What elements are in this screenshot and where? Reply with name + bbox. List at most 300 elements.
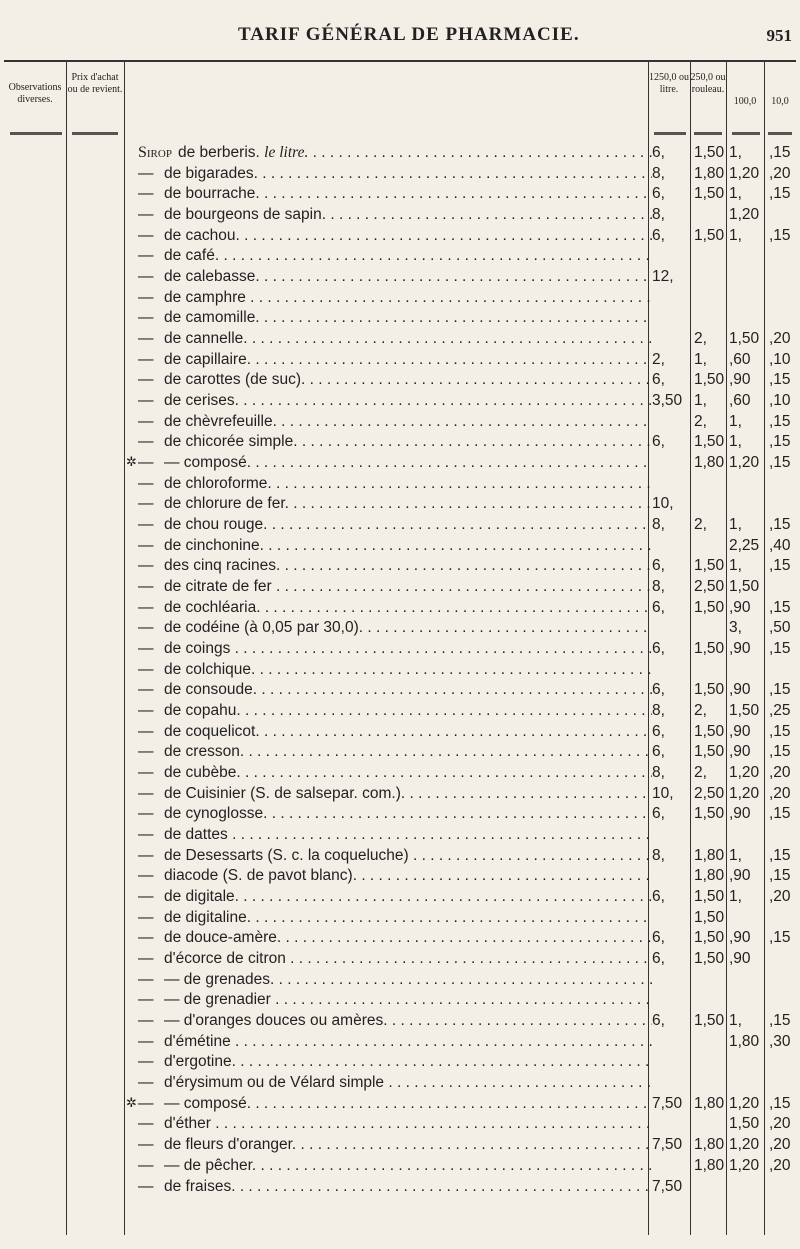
item-label: des cinq racines. xyxy=(164,557,281,575)
item-label: de Desessarts (S. c. la coqueluche) xyxy=(164,846,409,864)
price-v3: 1,50 xyxy=(729,702,760,720)
table-row xyxy=(4,1178,796,1198)
table-row xyxy=(4,971,796,991)
item-label: de camomille. xyxy=(164,309,260,327)
table-row xyxy=(4,599,796,619)
item-prefix: — xyxy=(138,392,154,410)
item-prefix: — xyxy=(138,1053,154,1071)
price-v3: 1,20 xyxy=(729,1136,760,1154)
table-row xyxy=(4,826,796,846)
price-v4: ,15 xyxy=(769,867,791,885)
table-row xyxy=(4,764,796,784)
header-rule xyxy=(732,132,760,135)
item-name xyxy=(138,702,652,720)
item-prefix: — xyxy=(138,412,154,430)
table-row xyxy=(4,702,796,722)
price-v4: ,30 xyxy=(769,1032,791,1050)
price-v1: 6, xyxy=(652,950,665,968)
item-prefix: — xyxy=(138,1012,154,1030)
price-v1: 8, xyxy=(652,702,665,720)
item-name xyxy=(138,1178,652,1196)
item-prefix: — xyxy=(138,846,154,864)
item-label: de camphre xyxy=(164,288,246,306)
price-v2: 1,50 xyxy=(694,1012,725,1030)
item-prefix: — xyxy=(138,743,154,761)
item-name xyxy=(138,1136,652,1154)
price-v3: ,90 xyxy=(729,929,751,947)
item-prefix: — xyxy=(138,206,154,223)
item-name xyxy=(138,206,652,224)
price-v2: 2,50 xyxy=(694,578,725,596)
item-name xyxy=(138,640,652,658)
item-label: de bourrache. xyxy=(164,185,260,203)
item-name xyxy=(138,227,652,245)
price-v2: 1,50 xyxy=(694,433,725,451)
price-v3: 1,20 xyxy=(729,764,760,782)
table-row xyxy=(4,1115,796,1135)
price-v1: 6, xyxy=(652,681,665,699)
price-v4: ,15 xyxy=(769,929,791,947)
header-prix: Prix d'achat ou de revient. xyxy=(67,72,123,95)
price-v4: ,10 xyxy=(769,392,791,410)
item-name xyxy=(138,785,652,803)
asterisk-icon: ✲ xyxy=(126,1094,137,1110)
item-name xyxy=(138,1157,652,1175)
item-label: diacode (S. de pavot blanc). xyxy=(164,867,358,885)
item-name xyxy=(138,557,652,575)
item-prefix: — xyxy=(138,619,154,637)
price-v4: ,15 xyxy=(769,1094,791,1112)
page-title: TARIF GÉNÉRAL DE PHARMACIE. xyxy=(238,24,580,45)
price-v3: 1,20 xyxy=(729,454,760,472)
price-v3: 1, xyxy=(729,846,742,864)
table-row xyxy=(4,867,796,887)
item-name xyxy=(138,433,652,451)
price-v4: ,15 xyxy=(769,516,791,534)
price-v2: 1,80 xyxy=(694,1094,725,1112)
item-name xyxy=(138,805,652,823)
item-prefix: — xyxy=(138,660,154,678)
item-prefix: — xyxy=(138,164,154,182)
item-prefix: — xyxy=(138,330,154,348)
item-label: de bourgeons de sapin. xyxy=(164,206,327,223)
item-prefix: — xyxy=(138,991,154,1009)
item-prefix: — xyxy=(138,950,154,968)
price-v1: 8, xyxy=(652,164,665,182)
header-rule xyxy=(72,132,118,135)
item-label: de chloroforme. xyxy=(164,474,272,492)
item-prefix: — xyxy=(138,268,154,286)
price-v2: 1, xyxy=(694,392,707,410)
price-v1: 6, xyxy=(652,722,665,740)
table-row xyxy=(4,557,796,577)
price-v3: 1, xyxy=(729,412,742,430)
table-row xyxy=(4,413,796,433)
item-label: de cinchonine. xyxy=(164,536,264,554)
item-prefix: — xyxy=(138,226,154,244)
item-name xyxy=(138,454,652,472)
price-v3: 1,20 xyxy=(729,1156,760,1174)
item-label: de carottes (de suc). xyxy=(164,371,306,389)
item-prefix: — xyxy=(138,371,154,389)
table-row xyxy=(4,1157,796,1177)
price-v4: ,20 xyxy=(769,1115,791,1133)
price-v4: ,20 xyxy=(769,330,791,348)
price-v4: ,20 xyxy=(769,164,791,182)
price-v2: 2, xyxy=(694,412,707,430)
table-row xyxy=(4,309,796,329)
item-prefix: — xyxy=(138,247,154,265)
price-v2: 1,50 xyxy=(694,226,725,244)
table-row xyxy=(4,929,796,949)
item-label: de douce-amère. xyxy=(164,929,282,947)
price-v1: 6, xyxy=(652,929,665,947)
table-row xyxy=(4,185,796,205)
price-v4: ,15 xyxy=(769,598,791,616)
price-v1: 6, xyxy=(652,598,665,616)
item-label: de chèvrefeuille. xyxy=(164,412,277,430)
item-prefix: — xyxy=(138,1094,154,1112)
price-v1: 7,50 xyxy=(652,1094,683,1112)
header-rule xyxy=(10,132,62,135)
price-v3: 1, xyxy=(729,433,742,451)
table-top-rule xyxy=(4,60,796,62)
header-rule xyxy=(654,132,686,135)
table-row xyxy=(4,206,796,226)
price-v3: 1, xyxy=(729,1012,742,1030)
price-v4: ,15 xyxy=(769,743,791,761)
price-v3: 1, xyxy=(729,144,742,161)
item-name xyxy=(138,413,652,431)
table-row xyxy=(4,847,796,867)
price-v3: ,90 xyxy=(729,805,751,823)
item-prefix: Sirop xyxy=(138,144,172,161)
item-label: de consoude. xyxy=(164,681,258,699)
price-v2: 1,80 xyxy=(694,867,725,885)
header-250: 250,0 ou rouleau. xyxy=(690,72,726,95)
item-name xyxy=(138,867,652,885)
item-name xyxy=(138,516,652,534)
item-label: de cresson. xyxy=(164,743,245,761)
item-prefix: — xyxy=(138,1177,154,1195)
item-name xyxy=(138,619,652,637)
price-v1: 10, xyxy=(652,495,674,513)
item-label: d'éther xyxy=(164,1115,211,1133)
price-v1: 8, xyxy=(652,846,665,864)
price-v4: ,15 xyxy=(769,722,791,740)
price-v4: ,20 xyxy=(769,784,791,802)
item-label: d'ergotine. xyxy=(164,1053,236,1071)
item-label: de capillaire. xyxy=(164,350,252,368)
price-v4: ,50 xyxy=(769,619,791,637)
price-v4: ,20 xyxy=(769,1156,791,1174)
price-v2: 1,50 xyxy=(694,598,725,616)
table-row xyxy=(4,1095,796,1115)
price-v2: 1,80 xyxy=(694,1156,725,1174)
price-v2: 1,50 xyxy=(694,722,725,740)
price-v3: 1,50 xyxy=(729,578,760,596)
item-name xyxy=(138,247,652,265)
price-v4: ,15 xyxy=(769,433,791,451)
price-v1: 6, xyxy=(652,805,665,823)
price-v2: 1,50 xyxy=(694,185,725,203)
table-row xyxy=(4,392,796,412)
table-row xyxy=(4,433,796,453)
price-v1: 8, xyxy=(652,206,665,223)
item-name xyxy=(138,929,652,947)
item-label: de citrate de fer xyxy=(164,578,272,596)
item-name xyxy=(138,475,652,493)
price-v2: 2, xyxy=(694,764,707,782)
table-row xyxy=(4,723,796,743)
header-10: 10,0 xyxy=(771,96,789,107)
item-label: de coings xyxy=(164,640,231,658)
price-v3: 1,20 xyxy=(729,164,760,182)
price-v3: ,90 xyxy=(729,722,751,740)
item-label: de digitale. xyxy=(164,888,239,906)
price-v1: 6, xyxy=(652,371,665,389)
price-v2: 1, xyxy=(694,350,707,368)
price-v3: 3, xyxy=(729,619,742,637)
price-v2: 1,50 xyxy=(694,805,725,823)
price-v4: ,15 xyxy=(769,557,791,575)
page-number: 951 xyxy=(766,26,792,45)
item-label: — de grenadier xyxy=(164,991,271,1009)
item-label: de cynoglosse. xyxy=(164,805,268,823)
price-v2: 2, xyxy=(694,702,707,720)
table-row xyxy=(4,991,796,1011)
table-row xyxy=(4,475,796,495)
item-label: de fleurs d'oranger. xyxy=(164,1136,297,1154)
table-row xyxy=(4,950,796,970)
header-rule xyxy=(768,132,792,135)
item-name xyxy=(138,723,652,741)
item-name xyxy=(138,1012,652,1030)
item-prefix: — xyxy=(138,454,154,472)
item-label: de copahu. xyxy=(164,702,241,720)
table-row xyxy=(4,909,796,929)
price-v2: 1,50 xyxy=(694,144,725,161)
price-v4: ,15 xyxy=(769,185,791,203)
price-v2: 1,50 xyxy=(694,950,725,968)
price-v1: 6, xyxy=(652,144,665,161)
table-row xyxy=(4,1053,796,1073)
item-prefix: — xyxy=(138,722,154,740)
price-v1: 8, xyxy=(652,764,665,782)
item-label: de cubèbe. xyxy=(164,764,241,782)
item-label: de dattes xyxy=(164,826,228,844)
price-v4: ,40 xyxy=(769,536,791,554)
item-prefix: — xyxy=(138,578,154,596)
item-name xyxy=(138,661,652,679)
price-v4: ,15 xyxy=(769,846,791,864)
item-name xyxy=(138,1115,652,1133)
item-name xyxy=(138,1033,652,1051)
item-label: de codéine (à 0,05 par 30,0). xyxy=(164,619,364,637)
item-label: de café. xyxy=(164,247,220,265)
item-label: — de grenades. xyxy=(164,970,275,988)
table-row xyxy=(4,1136,796,1156)
item-name xyxy=(138,537,652,555)
item-label: de fraises. xyxy=(164,1177,236,1195)
item-prefix: — xyxy=(138,929,154,947)
price-v3: 1, xyxy=(729,516,742,534)
table-row xyxy=(4,1012,796,1032)
price-v1: 6, xyxy=(652,557,665,575)
item-name xyxy=(138,268,652,286)
table-row xyxy=(4,661,796,681)
item-prefix: — xyxy=(138,1136,154,1154)
price-v2: 1,50 xyxy=(694,743,725,761)
item-label: — composé. xyxy=(164,1094,252,1112)
price-v3: ,90 xyxy=(729,598,751,616)
item-name xyxy=(138,330,652,348)
item-prefix: — xyxy=(138,640,154,658)
item-prefix: — xyxy=(138,888,154,906)
price-v3: 1,80 xyxy=(729,1032,760,1050)
price-v2: 1,50 xyxy=(694,908,725,926)
price-v3: 1, xyxy=(729,888,742,906)
item-name xyxy=(138,743,652,761)
asterisk-icon: ✲ xyxy=(126,454,137,470)
table-row xyxy=(4,1033,796,1053)
item-name xyxy=(138,144,652,162)
item-name xyxy=(138,1074,652,1092)
item-prefix: — xyxy=(138,350,154,368)
item-name xyxy=(138,599,652,617)
price-v1: 6, xyxy=(652,743,665,761)
table-row xyxy=(4,289,796,309)
price-v2: 1,80 xyxy=(694,1136,725,1154)
table-row xyxy=(4,247,796,267)
table-row xyxy=(4,619,796,639)
item-name xyxy=(138,991,652,1009)
item-label: de berberis. xyxy=(177,144,260,161)
item-label: de Cuisinier (S. de salsepar. com.). xyxy=(164,784,406,802)
price-v1: 6, xyxy=(652,888,665,906)
price-v4: ,20 xyxy=(769,764,791,782)
page-header xyxy=(0,22,800,52)
item-prefix: — xyxy=(138,288,154,306)
price-v3: 1, xyxy=(729,557,742,575)
price-v1: 3,50 xyxy=(652,392,683,410)
table-row xyxy=(4,681,796,701)
price-v4: ,15 xyxy=(769,371,791,389)
price-v3: ,60 xyxy=(729,392,751,410)
item-name xyxy=(138,185,652,203)
price-v2: 2, xyxy=(694,330,707,348)
price-v2: 2,50 xyxy=(694,784,725,802)
item-label: de bigarades. xyxy=(164,164,258,182)
header-100: 100,0 xyxy=(733,96,757,107)
item-label: — composé. xyxy=(164,454,252,472)
price-v3: ,90 xyxy=(729,681,751,699)
price-v1: 6, xyxy=(652,185,665,203)
price-v3: 1,20 xyxy=(729,784,760,802)
item-prefix: — xyxy=(138,867,154,885)
price-v2: 1,50 xyxy=(694,681,725,699)
price-v4: ,15 xyxy=(769,681,791,699)
item-label: — d'oranges douces ou amères. xyxy=(164,1012,388,1030)
price-v3: ,90 xyxy=(729,867,751,885)
price-v4: ,15 xyxy=(769,640,791,658)
item-prefix: — xyxy=(138,1115,154,1133)
item-prefix: — xyxy=(138,970,154,988)
item-name xyxy=(138,351,652,369)
item-prefix: — xyxy=(138,598,154,616)
item-prefix: — xyxy=(138,309,154,327)
price-v3: ,90 xyxy=(729,950,751,968)
item-name xyxy=(138,950,652,968)
price-v2: 1,50 xyxy=(694,888,725,906)
item-label: de digitaline. xyxy=(164,908,252,926)
table-row xyxy=(4,330,796,350)
item-name xyxy=(138,1095,652,1113)
price-v3: 1,50 xyxy=(729,330,760,348)
item-name xyxy=(138,681,652,699)
table-row xyxy=(4,454,796,474)
price-v4: ,15 xyxy=(769,454,791,472)
price-v4: ,15 xyxy=(769,144,791,161)
table-row xyxy=(4,371,796,391)
table-row xyxy=(4,578,796,598)
price-v3: ,90 xyxy=(729,640,751,658)
table-row xyxy=(4,640,796,660)
item-name xyxy=(138,909,652,927)
tariff-table xyxy=(4,60,796,1240)
price-v1: 10, xyxy=(652,784,674,802)
item-prefix: — xyxy=(138,536,154,554)
item-label: de cochléaria. xyxy=(164,598,261,616)
item-prefix: — xyxy=(138,516,154,534)
price-v2: 1,50 xyxy=(694,640,725,658)
price-v1: 7,50 xyxy=(652,1177,683,1195)
item-name xyxy=(138,578,652,596)
item-label: de cannelle. xyxy=(164,330,248,348)
table-row xyxy=(4,1074,796,1094)
item-name xyxy=(138,971,652,989)
price-v1: 7,50 xyxy=(652,1136,683,1154)
item-name xyxy=(138,888,652,906)
header-rule xyxy=(694,132,722,135)
price-v1: 6, xyxy=(652,226,665,244)
price-v1: 6, xyxy=(652,433,665,451)
table-row xyxy=(4,888,796,908)
item-label: d'émétine xyxy=(164,1032,231,1050)
price-v3: 1,20 xyxy=(729,206,760,223)
table-row xyxy=(4,351,796,371)
price-v4: ,20 xyxy=(769,1136,791,1154)
price-v2: 1,50 xyxy=(694,557,725,575)
item-label: de coquelicot. xyxy=(164,722,260,740)
item-prefix: — xyxy=(138,495,154,513)
item-prefix: — xyxy=(138,1032,154,1050)
item-label: — de pêcher. xyxy=(164,1156,257,1174)
item-name xyxy=(138,309,652,327)
item-name xyxy=(138,495,652,513)
price-v4: ,20 xyxy=(769,888,791,906)
table-row xyxy=(4,144,796,164)
price-v4: ,15 xyxy=(769,1012,791,1030)
price-v1: 12, xyxy=(652,268,674,286)
item-label: de chlorure de fer. xyxy=(164,495,289,513)
header-1250: 1250,0 ou litre. xyxy=(649,72,689,95)
price-v1: 8, xyxy=(652,578,665,596)
item-name xyxy=(138,392,652,410)
price-v3: 1, xyxy=(729,185,742,203)
item-name xyxy=(138,371,652,389)
item-name xyxy=(138,764,652,782)
